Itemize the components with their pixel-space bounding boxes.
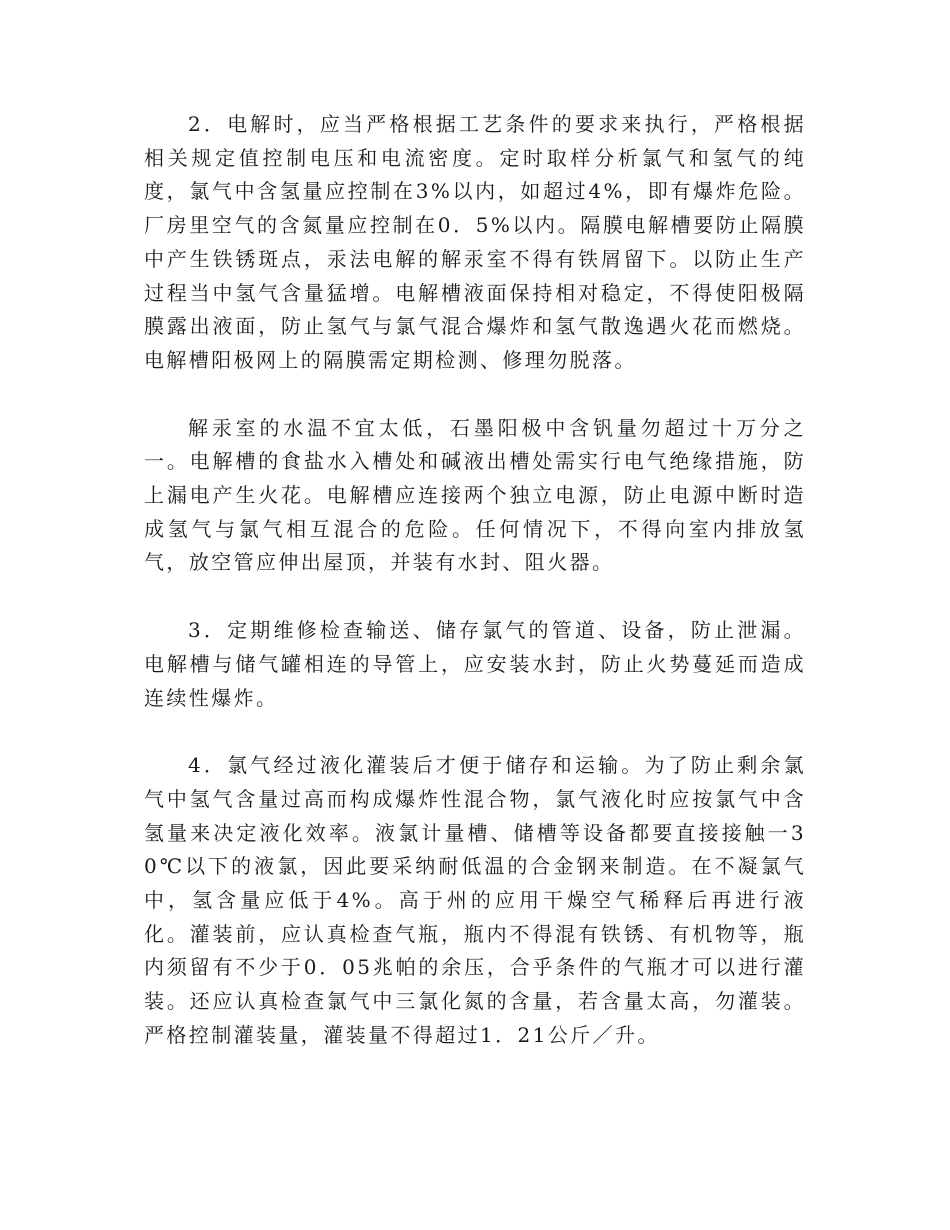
paragraph-electrolysis-controls: 2．电解时，应当严格根据工艺条件的要求来执行，严格根据相关规定值控制电压和电流密度。定时取样分析氯气和氢气的纯度，氯气中含氢量应控制在3%以内，如超过4%，即有爆炸危险。厂房里空气的含氮量应控制在0．5%以内。隔膜电解槽要防止隔膜中产生铁锈斑点，汞法电解的解汞室不得有铁屑留下。以防止生产过程当中氢气含量猛增。电解槽液面保持相对稳定，不得使阳极隔膜露出液面，防止氢气与氯气混合爆炸和氢气散逸遇火花而燃烧。电解槽阳极网上的隔膜需定期检测、修理勿脱落。 (144, 112, 806, 372)
paragraph-pipeline-maintenance: 3．定期维修检查输送、储存氯气的管道、设备，防止泄漏。电解槽与储气罐相连的导管上，应安装水封，防止火势蔓延而造成连续性爆炸。 (144, 618, 806, 710)
paragraph-liquefaction-filling: 4．氯气经过液化灌装后才便于储存和运输。为了防止剩余氯气中氢气含量过高而构成爆炸性混合物，氯气液化时应按氯气中含氢量来决定液化效率。液氯计量槽、储槽等设备都要直接接触一30℃以下的液氯，因此要采纳耐低温的合金钢来制造。在不凝氯气中，氢含量应低于4%。高于州的应用干燥空气稀释后再进行液化。灌装前，应认真检查气瓶，瓶内不得混有铁锈、有机物等，瓶内须留有不少于0．05兆帕的余压，合乎条件的气瓶才可以进行灌装。还应认真检查氯气中三氯化氮的含量，若含量太高，勿灌装。严格控制灌装量，灌装量不得超过1．21公斤／升。 (144, 753, 806, 1047)
paragraph-mercury-chamber: 解汞室的水温不宜太低，石墨阳极中含钒量勿超过十万分之一。电解槽的食盐水入槽处和碱液出槽处需实行电气绝缘措施，防上漏电产生火花。电解槽应连接两个独立电源，防止电源中断时造成氢气与氯气相互混合的危险。任何情况下，不得向室内排放氢气，放空管应伸出屋顶，并装有水封、阻火器。 (144, 415, 806, 575)
